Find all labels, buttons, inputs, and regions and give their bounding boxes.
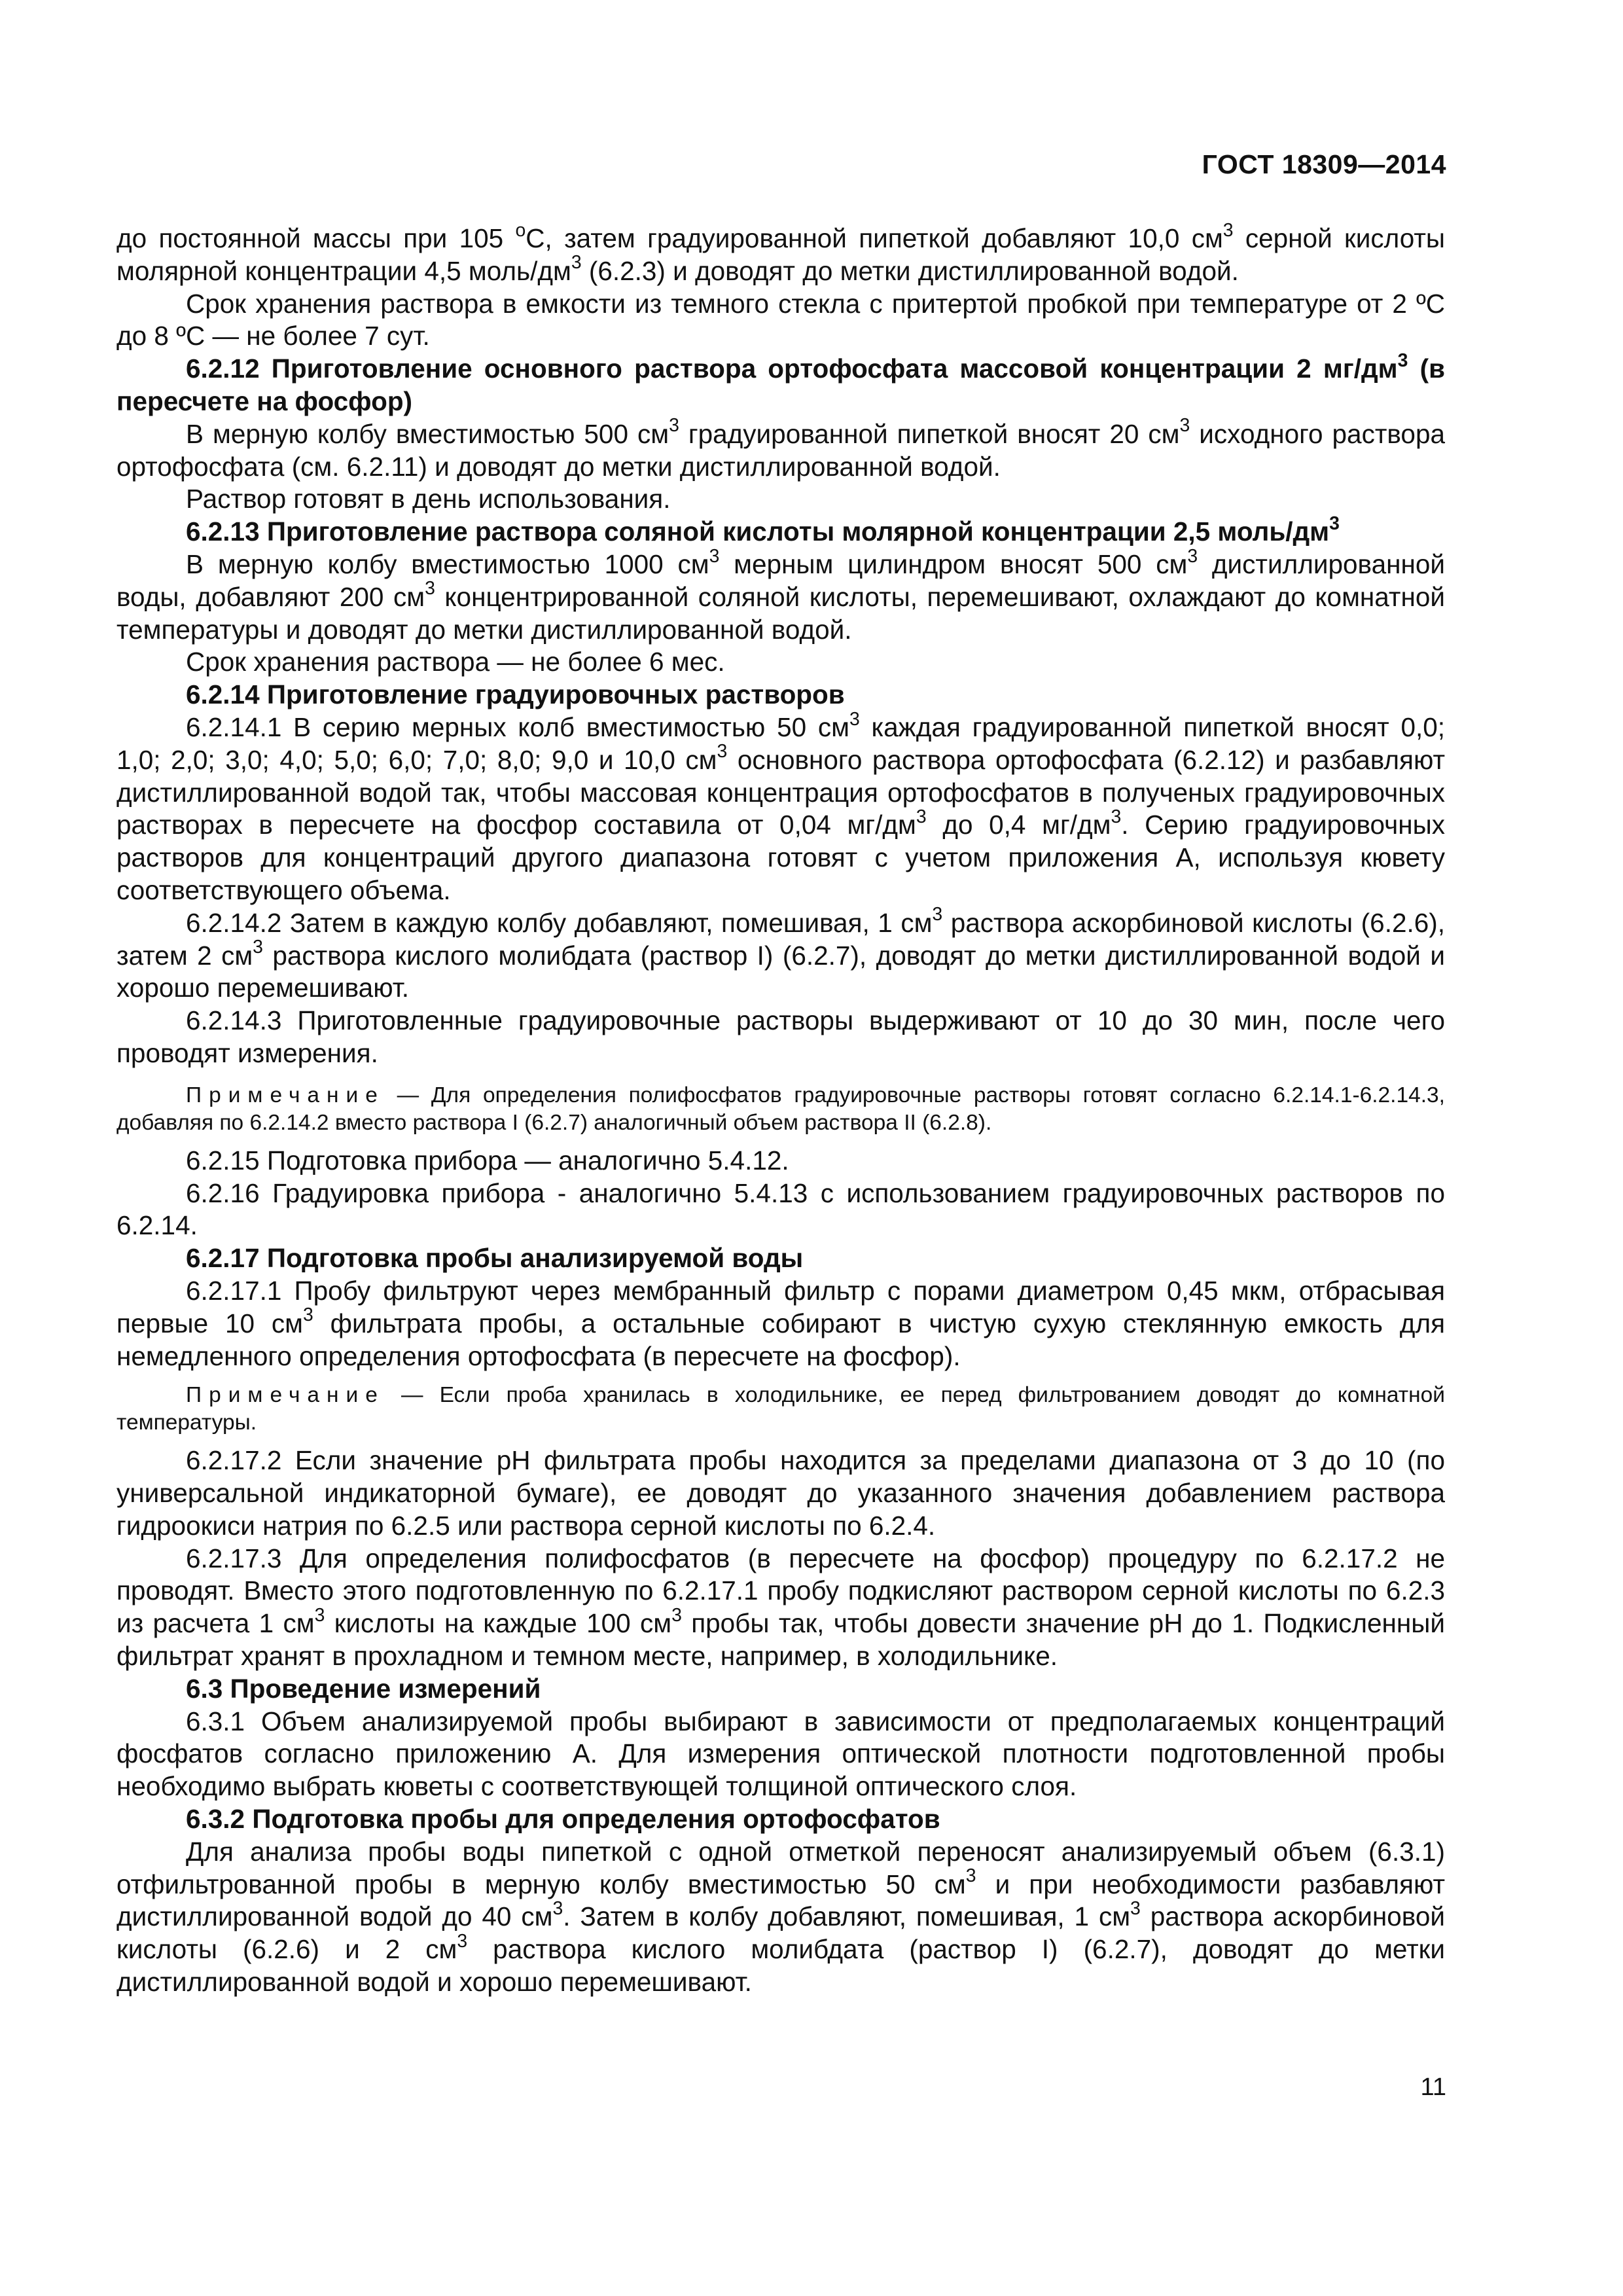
note-label: Примечание — [186, 1083, 385, 1107]
paragraph: В мерную колбу вместимостью 1000 $см^3$ мерным цилиндром вносят 500 $см^3$ дистиллированной воды, добавляют 200 $см^3$ концентрированной соляной кислоты, перемешивают, охлаждают до комнатной температуры и доводят до метки дистиллированной водой. — [116, 545, 1446, 645]
paragraph: до постоянной массы при 105 $^o$C, затем градуированной пипеткой добавляют 10,0 $см^3$ серной кислоты молярной концентрации 4,5 моль/$дм^3$ (6.2.3) и доводят до метки дистиллированной водой. — [116, 219, 1445, 286]
document-code-header: ГОСТ 18309—2014 — [1202, 149, 1446, 179]
paragraph: 6.2.15 Подготовка прибора — аналогично 5.4.12. — [186, 1145, 789, 1175]
paragraph: 6.2.14.1 В серию мерных колб вместимостью 50 $см^3$ каждая градуированной пипеткой вносят 0,0; 1,0; 2,0; 3,0; 4,0; 5,0; 6,0; 7,0; 8,0; 9,0 и 10,0 $см^3$ основного раствора ортофосфата (6.2.12) и разбавляют дистиллированной водой так, чтобы массовая концентрация ортофосфатов в полученых градуировочных растворах в пересчете на фосфор составила от 0,04 $мг/дм^3$ до 0,4 $мг/дм^3$. Серию градуировочных растворов для концентраций другого диапазона готовят с учетом приложения А, используя кювету соответствующего объема. — [116, 708, 1446, 905]
section-heading-6-2-17: 6.2.17 Подготовка пробы анализируемой воды — [186, 1243, 804, 1274]
paragraph: 6.2.14.3 Приготовленные градуировочные растворы выдерживают от 10 до 30 мин, после чего проводят измерения. — [116, 1005, 1445, 1068]
paragraph: 6.2.14.2 Затем в каждую колбу добавляют, помешивая, 1 $см^3$ раствора аскорбиновой кислоты (6.2.6), затем 2 $см^3$ раствора кислого молибдата (раствор I) (6.2.7), доводят до метки дистиллированной водой и хорошо перемешивают. — [116, 904, 1445, 1003]
section-heading-6-2-12: 6.2.12 Приготовление основного раствора ортофосфата массовой концентрации 2 $мг/дм^3$ (в пересчете на фосфор) — [116, 350, 1445, 416]
note-refrigerator: Примечание — Если проба хранилась в холодильнике, ее перед фильтрованием доводят до комнатной температуры. — [116, 1383, 1445, 1435]
document-body — [116, 219, 1446, 1999]
section-heading-6-3-2: 6.3.2 Подготовка пробы для определения ортофосфатов — [186, 1804, 940, 1835]
note-label: Примечание — [186, 1383, 385, 1408]
section-heading-6-2-13: 6.2.13 Приготовление раствора соляной кислоты молярной концентрации 2,5 моль/$дм^3$ — [186, 512, 1340, 547]
paragraph: Срок хранения раствора в емкости из темного стекла с притертой пробкой при температуре от 2 ºC до 8 ºC — не более 7 сут. — [116, 288, 1445, 351]
section-heading-6-2-14: 6.2.14 Приготовление градуировочных растворов — [186, 679, 845, 710]
page-number: 11 — [1420, 2073, 1446, 2101]
paragraph: Для анализа пробы воды пипеткой с одной отметкой переносят анализируемый объем (6.3.1) отфильтрованной пробы в мерную колбу вместимостью 50 $см^3$ и при необходимости разбавляют дистиллированной водой до 40 $см^3$. Затем в колбу добавляют, помешивая, 1 $см^3$ раствора аскорбиновой кислоты (6.2.6) и 2 $см^3$ раствора кислого молибдата (раствор I) (6.2.7), доводят до метки дистиллированной водой и хорошо перемешивают. — [116, 1836, 1446, 1998]
paragraph: 6.2.17.1 Пробу фильтруют через мембранный фильтр с порами диаметром 0,45 мкм, отбрасывая первые 10 $см^3$ фильтрата пробы, а остальные собирают в чистую сухую стеклянную емкость для немедленного определения ортофосфата (в пересчете на фосфор). — [116, 1275, 1445, 1371]
paragraph: 6.3.1 Объем анализируемой пробы выбирают в зависимости от предполагаемых концентраций фосфатов согласно приложению А. Для измерения оптической плотности подготовленной пробы необходимо выбрать кюветы с соответствующей толщиной оптического слоя. — [116, 1706, 1445, 1802]
paragraph: 6.2.17.2 Если значение pH фильтрата пробы находится за пределами диапазона от 3 до 10 (по универсальной индикаторной бумаге), ее доводят до указанного значения добавлением раствора гидроокиси натрия по 6.2.5 или раствора серной кислоты по 6.2.4. — [116, 1445, 1445, 1541]
section-heading-6-3: 6.3 Проведение измерений — [186, 1673, 541, 1704]
paragraph: 6.2.17.3 Для определения полифосфатов (в пересчете на фосфор) процедуру по 6.2.17.2 не проводят. Вместо этого подготовленную по 6.2.17.1 пробу подкисляют раствором серной кислоты по 6.2.3 из расчета 1 $см^3$ кислоты на каждые 100 $см^3$ пробы так, чтобы довести значение pH до 1. Подкисленный фильтрат хранят в прохладном и темном месте, например, в холодильнике. — [116, 1543, 1446, 1672]
paragraph: Раствор готовят в день использования. — [186, 484, 671, 514]
paragraph: Срок хранения раствора — не более 6 мес. — [186, 647, 725, 677]
note-polyphosphates: Примечание — Для определения полифосфатов градуировочные растворы готовят согласно 6.2.14.1-6.2.14.3, добавляя по 6.2.14.2 вместо раствора I (6.2.7) аналогичный объем раствора II (6.2.8). — [116, 1083, 1445, 1135]
paragraph: 6.2.16 Градуировка прибора - аналогично 5.4.13 с использованием градуировочных растворов по 6.2.14. — [116, 1177, 1445, 1241]
paragraph: В мерную колбу вместимостью 500 $см^3$ градуированной пипеткой вносят 20 $см^3$ исходного раствора ортофосфата (см. 6.2.11) и доводят до метки дистиллированной водой. — [116, 415, 1445, 482]
